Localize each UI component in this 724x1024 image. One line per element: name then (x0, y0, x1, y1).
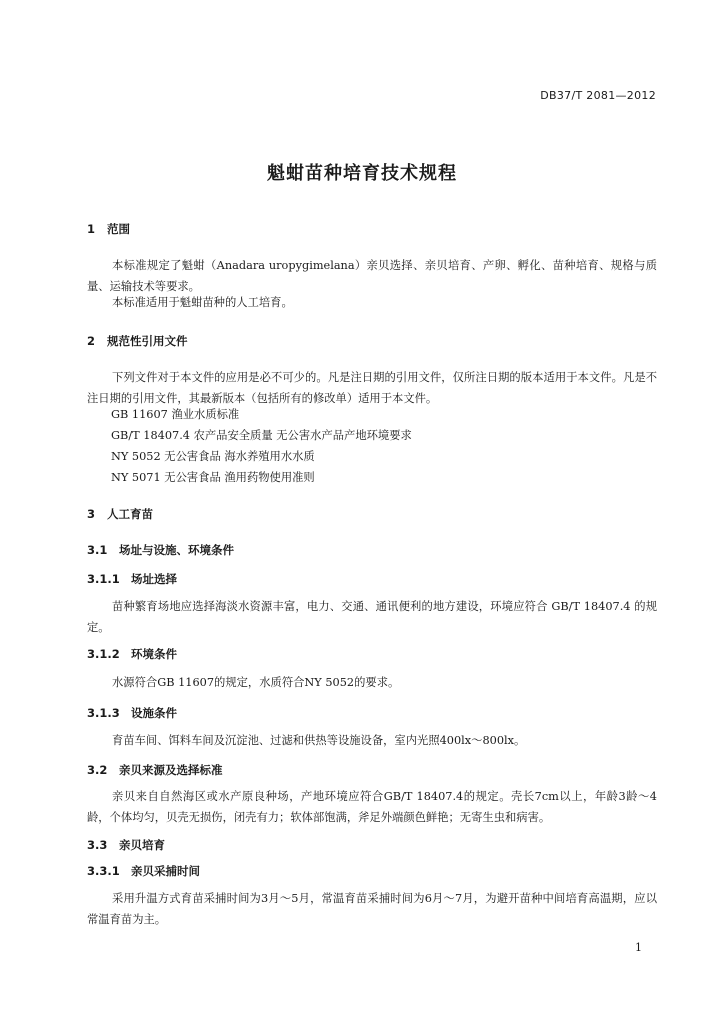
standard-number: DB37/T 2081—2012 (540, 89, 656, 102)
paragraph-text: 采用升温方式育苗采捕时间为3月～5月，常温育苗采捕时间为6月～7月，为避开苗种中间培育高温期，应以常温育苗为主。 (87, 892, 657, 926)
paragraph-text: 本标准适用于魁蚶苗种的人工培育。 (112, 296, 293, 309)
section-3-3-1-heading (87, 863, 200, 879)
section-3-1-1-paragraph (87, 596, 657, 638)
section-title: 场址选择 (131, 572, 177, 586)
section-1-paragraph-1 (87, 255, 657, 297)
reference-item: GB/T 18407.4 农产品安全质量 无公害水产品产地环境要求 (111, 429, 412, 442)
page-number: 1 (635, 941, 642, 954)
section-title: 范围 (107, 222, 130, 236)
section-title: 环境条件 (131, 647, 177, 661)
section-title: 设施条件 (131, 706, 177, 720)
section-title: 规范性引用文件 (107, 334, 188, 348)
section-number: 2 (87, 334, 96, 348)
section-number: 3.3 (87, 838, 108, 852)
section-3-1-1-heading (87, 571, 177, 587)
section-3-1-3-heading (87, 705, 177, 721)
section-number: 3.1.3 (87, 706, 120, 720)
paragraph-text: 本标准规定了魁蚶（Anadara uropygimelana）亲贝选择、亲贝培育、产卵、孵化、苗种培育、规格与质量、运输技术等要求。 (87, 259, 657, 293)
section-number: 3.2 (87, 763, 108, 777)
section-title: 亲贝培育 (119, 838, 165, 852)
reference-item: NY 5071 无公害食品 渔用药物使用准则 (111, 471, 315, 484)
section-3-3-1-paragraph (87, 888, 657, 930)
section-number: 3.1.1 (87, 572, 120, 586)
section-title: 亲贝采捕时间 (131, 864, 200, 878)
paragraph-text: 亲贝来自自然海区或水产原良种场，产地环境应符合GB/T 18407.4的规定。壳长7cm以上，年龄3龄～4龄，个体均匀，贝壳无损伤，闭壳有力；软体部饱满，斧足外端颜色鲜艳；无寄生虫和病害。 (87, 790, 657, 824)
section-3-1-3-paragraph (87, 730, 657, 751)
section-title: 亲贝来源及选择标准 (119, 763, 223, 777)
section-3-1-2-heading (87, 646, 177, 662)
section-3-1-2-paragraph (87, 672, 657, 693)
section-3-2-heading (87, 762, 223, 778)
section-3-2-paragraph (87, 786, 657, 828)
section-number: 3 (87, 507, 96, 521)
section-1-heading (87, 221, 130, 237)
section-1-paragraph-2 (87, 292, 657, 313)
section-3-1-heading (87, 542, 234, 558)
normative-references-list (111, 404, 412, 488)
reference-item: GB 11607 渔业水质标准 (111, 408, 240, 421)
paragraph-text: 育苗车间、饵料车间及沉淀池、过滤和供热等设施设备，室内光照400lx～800lx。 (112, 734, 526, 747)
section-number: 3.1 (87, 543, 108, 557)
section-number: 3.1.2 (87, 647, 120, 661)
paragraph-text: 水源符合GB 11607的规定，水质符合NY 5052的要求。 (112, 676, 400, 689)
section-title: 场址与设施、环境条件 (119, 543, 234, 557)
section-2-paragraph-1 (87, 367, 657, 409)
reference-item: NY 5052 无公害食品 海水养殖用水水质 (111, 450, 315, 463)
section-number: 1 (87, 222, 96, 236)
section-3-heading (87, 506, 153, 522)
paragraph-text: 下列文件对于本文件的应用是必不可少的。凡是注日期的引用文件，仅所注日期的版本适用于本文件。凡是不注日期的引用文件，其最新版本（包括所有的修改单）适用于本文件。 (87, 371, 657, 405)
section-number: 3.3.1 (87, 864, 120, 878)
document-title: 魁蚶苗种培育技术规程 (267, 163, 457, 184)
section-2-heading (87, 333, 188, 349)
paragraph-text: 苗种繁育场地应选择海淡水资源丰富，电力、交通、通讯便利的地方建设，环境应符合 GB/T 18407.4 的规定。 (87, 600, 657, 634)
section-3-3-heading (87, 837, 165, 853)
section-title: 人工育苗 (107, 507, 153, 521)
